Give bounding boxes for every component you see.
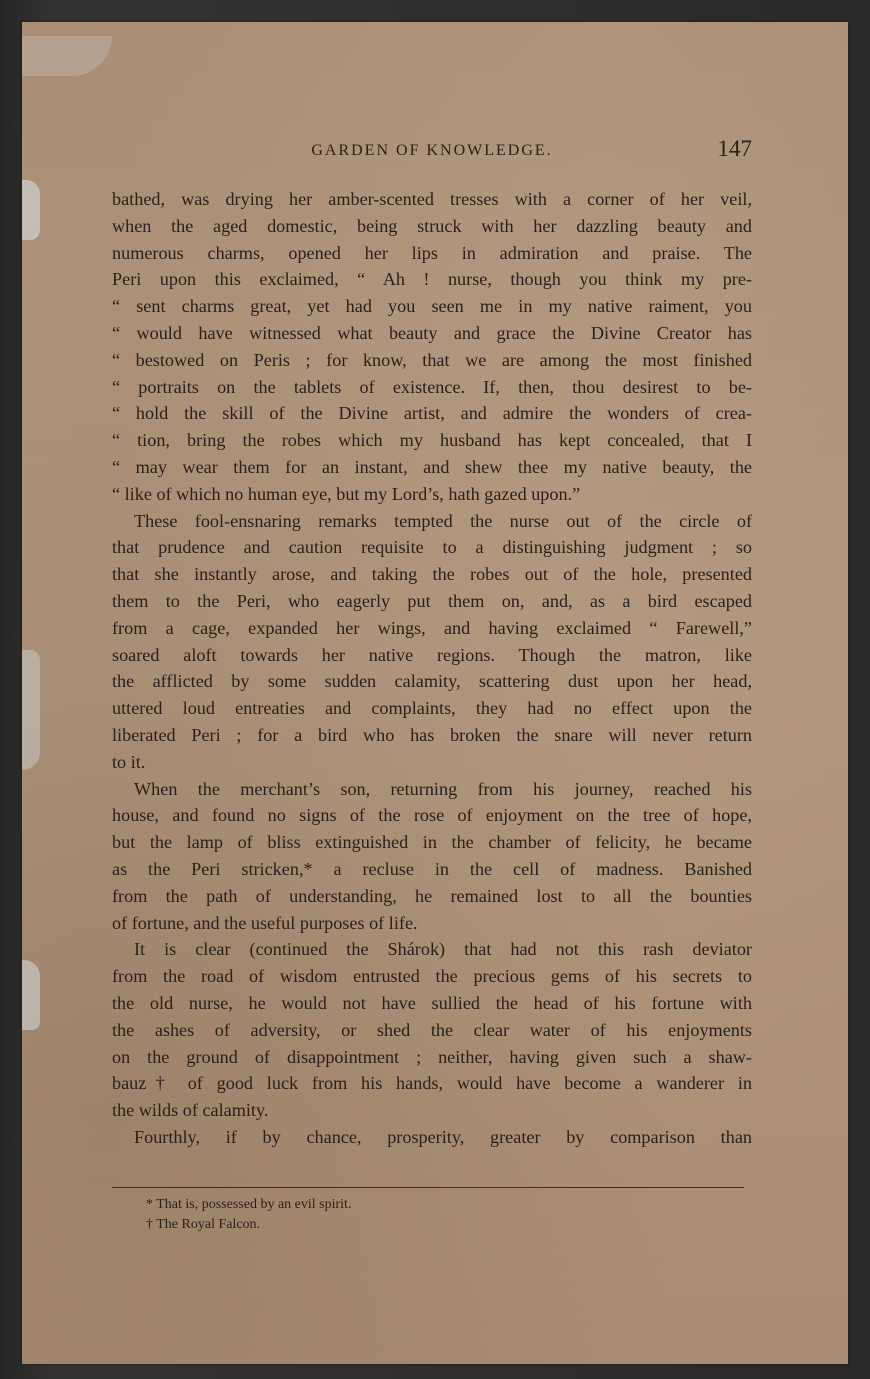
- text-line: soared aloft towards her native regions. Though the matron, like: [112, 644, 752, 665]
- text-line: from the path of understanding, he remained lost to all the bounties: [112, 885, 752, 906]
- text-line: the ashes of adversity, or shed the clear water of his enjoyments: [112, 1019, 752, 1040]
- text-line: the old nurse, he would not have sullied the head of his fortune with: [112, 992, 752, 1013]
- footnotes: [146, 1195, 351, 1235]
- text-line: that prudence and caution requisite to a distinguishing judgment ; so: [112, 537, 752, 558]
- text-line: When the merchant’s son, returning from his journey, reached his: [134, 778, 752, 799]
- text-line: the wilds of calamity.: [112, 1100, 269, 1121]
- text-line: Fourthly, if by chance, prosperity, greater by comparison than: [134, 1126, 752, 1147]
- page-header: [112, 136, 752, 166]
- text-line: the afflicted by some sudden calamity, scattering dust upon her head,: [112, 671, 752, 692]
- text-line: when the aged domestic, being struck with her dazzling beauty and: [112, 215, 752, 236]
- text-line: “ portraits on the tablets of existence. If, then, thou desirest to be-: [112, 376, 752, 397]
- text-line: of fortune, and the useful purposes of life.: [112, 912, 418, 933]
- text-line: Peri upon this exclaimed, “ Ah ! nurse, though you think my pre-: [112, 269, 752, 290]
- text-line: house, and found no signs of the rose of enjoyment on the tree of hope,: [112, 805, 752, 826]
- footnote: † The Royal Falcon.: [146, 1217, 261, 1232]
- text-line: but the lamp of bliss extinguished in the chamber of felicity, he became: [112, 832, 752, 853]
- running-title: GARDEN OF KNOWLEDGE.: [311, 142, 553, 159]
- text-line: liberated Peri ; for a bird who has broken the snare will never return: [112, 724, 752, 745]
- text-line: “ like of which no human eye, but my Lord’s, hath gazed upon.”: [112, 483, 581, 504]
- text-line: from the road of wisdom entrusted the precious gems of his secrets to: [112, 966, 752, 987]
- text-line: on the ground of disappointment ; neither, having given such a shaw-: [112, 1046, 752, 1067]
- text-line: “ sent charms great, yet had you seen me in my native raiment, you: [112, 296, 752, 317]
- text-line: “ may wear them for an instant, and shew thee my native beauty, the: [112, 456, 752, 477]
- text-line: to it.: [112, 751, 146, 772]
- page-number: 147: [717, 136, 752, 161]
- text-line: them to the Peri, who eagerly put them on, and, as a bird escaped: [112, 590, 752, 611]
- footnote-divider: [112, 1187, 744, 1188]
- text-line: These fool-ensnaring remarks tempted the nurse out of the circle of: [134, 510, 752, 531]
- text-line: “ would have witnessed what beauty and grace the Divine Creator has: [112, 322, 752, 343]
- text-line: bathed, was drying her amber-scented tresses with a corner of her veil,: [112, 189, 752, 209]
- text-line: uttered loud entreaties and complaints, they had no effect upon the: [112, 698, 752, 719]
- footnote: * That is, possessed by an evil spirit.: [146, 1197, 352, 1212]
- text-line: It is clear (continued the Shárok) that had not this rash deviator: [134, 939, 752, 960]
- text-line: “ bestowed on Peris ; for know, that we are among the most finished: [112, 349, 752, 370]
- page-edge-damage: [22, 960, 40, 1030]
- text-line: “ hold the skill of the Divine artist, and admire the wonders of crea-: [112, 403, 752, 424]
- text-line: numerous charms, opened her lips in admiration and praise. The: [112, 242, 752, 263]
- text-line: “ tion, bring the robes which my husband has kept concealed, that I: [112, 430, 752, 451]
- page-edge-damage: [22, 180, 40, 240]
- text-line: bauz† of good luck from his hands, would have become a wanderer in: [112, 1073, 752, 1094]
- text-line: from a cage, expanded her wings, and having exclaimed “ Farewell,”: [112, 617, 752, 638]
- text-line: as the Peri stricken,* a recluse in the cell of madness. Banished: [112, 858, 752, 879]
- page-edge-damage: [22, 650, 40, 770]
- text-line: that she instantly arose, and taking the robes out of the hole, presented: [112, 564, 752, 585]
- body-text: [112, 186, 752, 1151]
